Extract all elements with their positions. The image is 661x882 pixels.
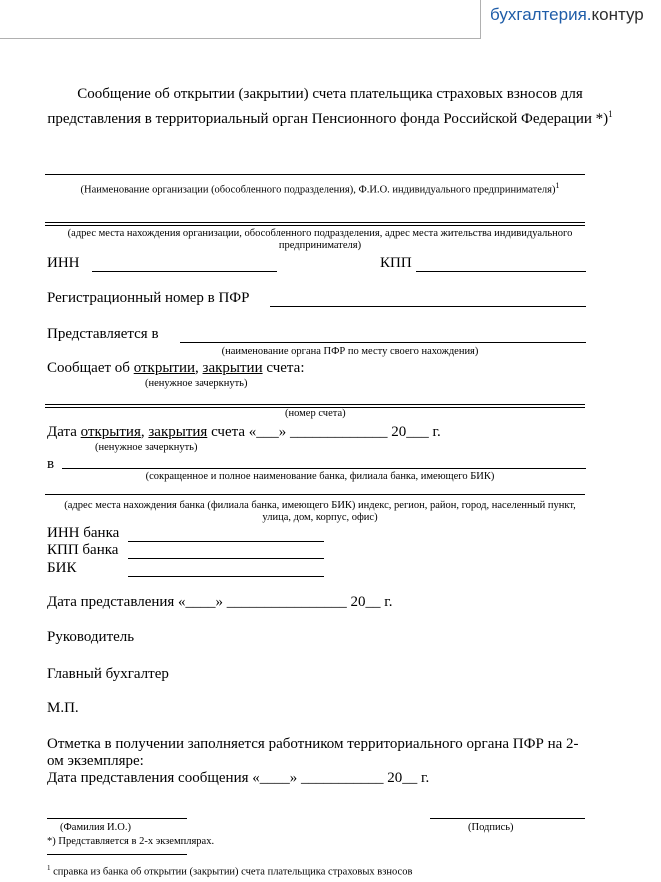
- bank-inn-field[interactable]: [128, 541, 324, 542]
- receipt-note: Отметка в получении заполняется работником территориального органа ПФР на 2-ом экземпляре:: [47, 736, 579, 769]
- logo-part-1: бухгалтерия.: [490, 5, 592, 24]
- inn-field[interactable]: [92, 271, 277, 272]
- pfr-organ-field[interactable]: [180, 342, 586, 343]
- reports-open-option[interactable]: открытии: [133, 360, 196, 376]
- header-divider: [0, 38, 480, 39]
- head-label: Руководитель: [47, 629, 135, 645]
- bank-name-caption: (сокращенное и полное наименование банка, филиала банка, имеющего БИК): [145, 471, 495, 482]
- bank-kpp-field[interactable]: [128, 558, 324, 559]
- document-title: [40, 84, 620, 129]
- date-rest[interactable]: счета «___» _____________ 20___ г.: [207, 424, 441, 440]
- fio-caption: (Фамилия И.О.): [60, 822, 131, 833]
- strike-caption-2: (ненужное зачеркнуть): [95, 442, 198, 453]
- reports-word: счета:: [262, 360, 305, 376]
- submitted-to-label: Представляется в: [47, 326, 159, 342]
- pfr-organ-caption: (наименование органа ПФР по месту своего нахождения): [221, 346, 479, 357]
- submission-date[interactable]: Дата представления «____» ________________ 20__ г.: [47, 594, 393, 610]
- org-name-caption: [70, 180, 570, 197]
- bank-address-field[interactable]: [45, 494, 585, 495]
- document-title-text: Сообщение об открытии (закрытии) счета плательщика страховых взносов для представления в территориальный орган Пенсионного фонда Российской Федерации *): [47, 86, 609, 127]
- date-prefix: Дата: [47, 424, 81, 440]
- bank-inn-label: ИНН банка: [47, 525, 120, 541]
- open-close-date-line: [47, 424, 441, 441]
- title-superscript: 1: [608, 109, 613, 119]
- message-date[interactable]: Дата представления сообщения «____» ___________ 20__ г.: [47, 770, 430, 786]
- reports-sep: ,: [195, 360, 203, 376]
- brand-logo[interactable]: [490, 5, 644, 25]
- inn-label: ИНН: [47, 255, 80, 271]
- org-name-caption-text: (Наименование организации (обособленного подразделения), Ф.И.О. индивидуального предпринимателя): [80, 184, 556, 196]
- stamp-label: М.П.: [47, 700, 79, 716]
- address-caption: (адрес места нахождения организации, обособленного подразделения, адрес места жительства индивидуального предпринимателя): [67, 228, 573, 251]
- footnote-2-text: справка из банка об открытии (закрытии) счета плательщика страховых взносов: [50, 866, 413, 878]
- reg-number-label: Регистрационный номер в ПФР: [47, 290, 250, 306]
- org-name-caption-sup: 1: [555, 181, 560, 190]
- footnote-2: [47, 862, 412, 879]
- kpp-field[interactable]: [416, 271, 586, 272]
- account-number-caption: (номер счета): [285, 408, 346, 419]
- signature-caption: (Подпись): [468, 822, 514, 833]
- strike-caption-1: (ненужное зачеркнуть): [145, 378, 248, 389]
- reg-number-field[interactable]: [270, 306, 586, 307]
- date-sep: ,: [140, 424, 149, 440]
- date-open-option[interactable]: открытия: [80, 424, 141, 440]
- bik-field[interactable]: [128, 576, 324, 577]
- logo-part-2: контур: [591, 5, 644, 24]
- reports-account-line: [47, 360, 304, 377]
- chief-accountant-label: Главный бухгалтер: [47, 666, 169, 682]
- footnote-2-marker: 1: [47, 864, 51, 872]
- bank-address-caption: (адрес места нахождения банка (филиала банка, имеющего БИК) индекс, регион, район, город, населенный пункт, улица, дом, корпус, офис): [64, 500, 576, 523]
- bank-kpp-label: КПП банка: [47, 542, 119, 558]
- date-close-option[interactable]: закрытия: [148, 424, 208, 440]
- address-line[interactable]: [45, 222, 585, 226]
- kpp-label: КПП: [380, 255, 412, 271]
- in-label: в: [47, 456, 55, 472]
- bik-label: БИК: [47, 560, 77, 576]
- org-name-line[interactable]: [45, 174, 585, 175]
- reports-close-option[interactable]: закрытии: [202, 360, 263, 376]
- bank-name-field[interactable]: [62, 468, 586, 469]
- signature-field[interactable]: [430, 818, 585, 819]
- footnote-separator: [47, 854, 187, 855]
- fio-field[interactable]: [47, 818, 187, 819]
- footnote-1: *) Представляется в 2-х экземплярах.: [47, 836, 215, 847]
- reports-prefix: Сообщает об: [47, 360, 134, 376]
- header-divider-vertical: [480, 0, 481, 39]
